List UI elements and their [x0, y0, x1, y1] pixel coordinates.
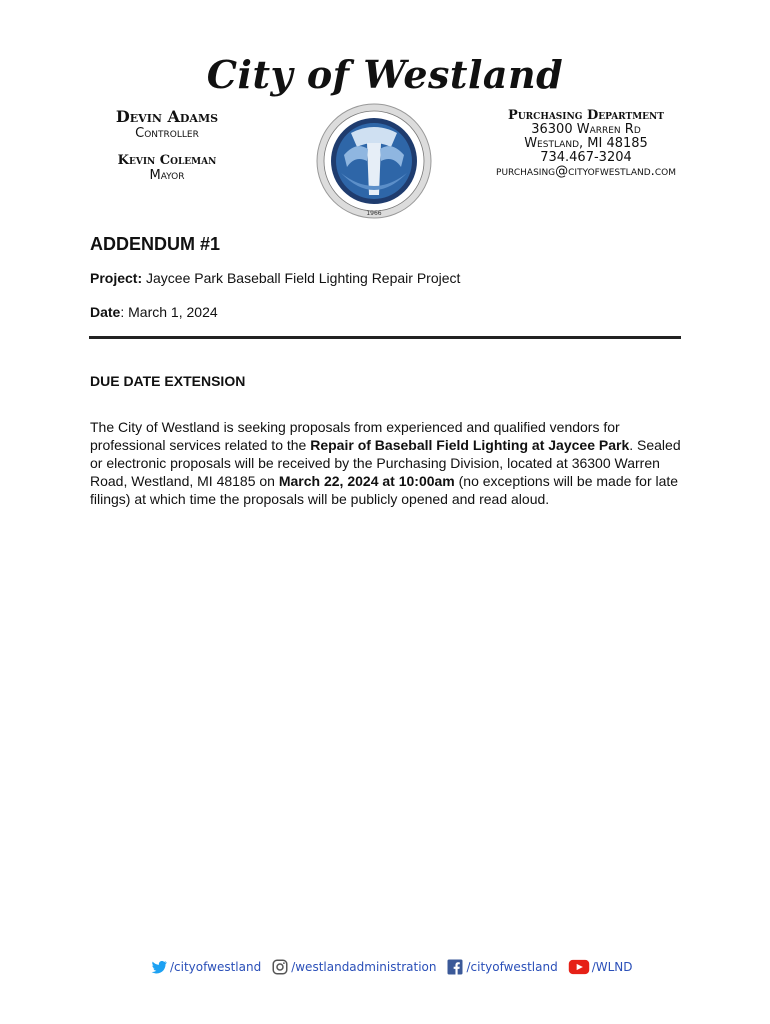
date-line — [90, 304, 218, 320]
project-label: Project: — [90, 270, 143, 286]
body-bold-deadline: March 22, 2024 at 10:00am — [278, 473, 455, 489]
facebook-handle: /cityofwestland — [466, 960, 558, 974]
email-address[interactable]: purchasing@cityofwestland.com — [496, 164, 676, 179]
address-street: 36300 Warren Rd — [531, 122, 641, 137]
facebook-link[interactable] — [446, 958, 557, 976]
phone-number: 734.467-3204 — [540, 150, 632, 165]
department-name: Purchasing Department — [508, 108, 664, 123]
twitter-handle: /cityofwestland — [170, 960, 262, 974]
department-block — [466, 108, 706, 179]
project-line — [90, 270, 460, 286]
date-value: : March 1, 2024 — [120, 304, 218, 320]
mayor-name: Kevin Coleman — [117, 153, 217, 168]
instagram-link[interactable] — [271, 958, 436, 976]
body-text-1: The City of Westland is seeking proposals from experienced and qualified vendors for professional services related to the — [90, 419, 620, 453]
seal-year: 1966 — [366, 210, 382, 217]
youtube-link[interactable] — [568, 958, 633, 976]
twitter-icon — [150, 958, 168, 976]
body-paragraph — [90, 418, 690, 508]
addendum-heading: ADDENDUM #1 — [90, 234, 221, 254]
social-footer — [150, 956, 633, 978]
city-seal-icon — [311, 103, 437, 219]
youtube-handle: /WLND — [591, 960, 633, 974]
mayor-role: Mayor — [149, 168, 185, 183]
body-bold-project: Repair of Baseball Field Lighting at Jaycee Park — [310, 437, 630, 453]
section-heading: DUE DATE EXTENSION — [90, 373, 246, 389]
divider-rule — [89, 336, 681, 339]
instagram-handle: /westlandadministration — [291, 960, 437, 974]
controller-name: Devin Adams — [115, 107, 219, 126]
project-value: Jaycee Park Baseball Field Lighting Repair Project — [142, 270, 461, 286]
body-text-2: . Sealed or electronic proposals will be received by the Purchasing Division, located at 36300 Warren Road, Westland, MI 48185 on — [90, 437, 681, 489]
address-city: Westland, MI 48185 — [524, 136, 648, 151]
city-title: City of Westland — [206, 52, 564, 97]
youtube-icon — [568, 958, 590, 976]
date-label: Date — [90, 304, 121, 320]
officials-block — [92, 108, 242, 183]
twitter-link[interactable] — [150, 958, 261, 976]
facebook-icon — [446, 958, 464, 976]
body-text-3: (no exceptions will be made for late filings) at which time the proposals will be publicly opened and read aloud. — [90, 473, 679, 507]
instagram-icon — [271, 958, 289, 976]
controller-role: Controller — [135, 126, 199, 141]
